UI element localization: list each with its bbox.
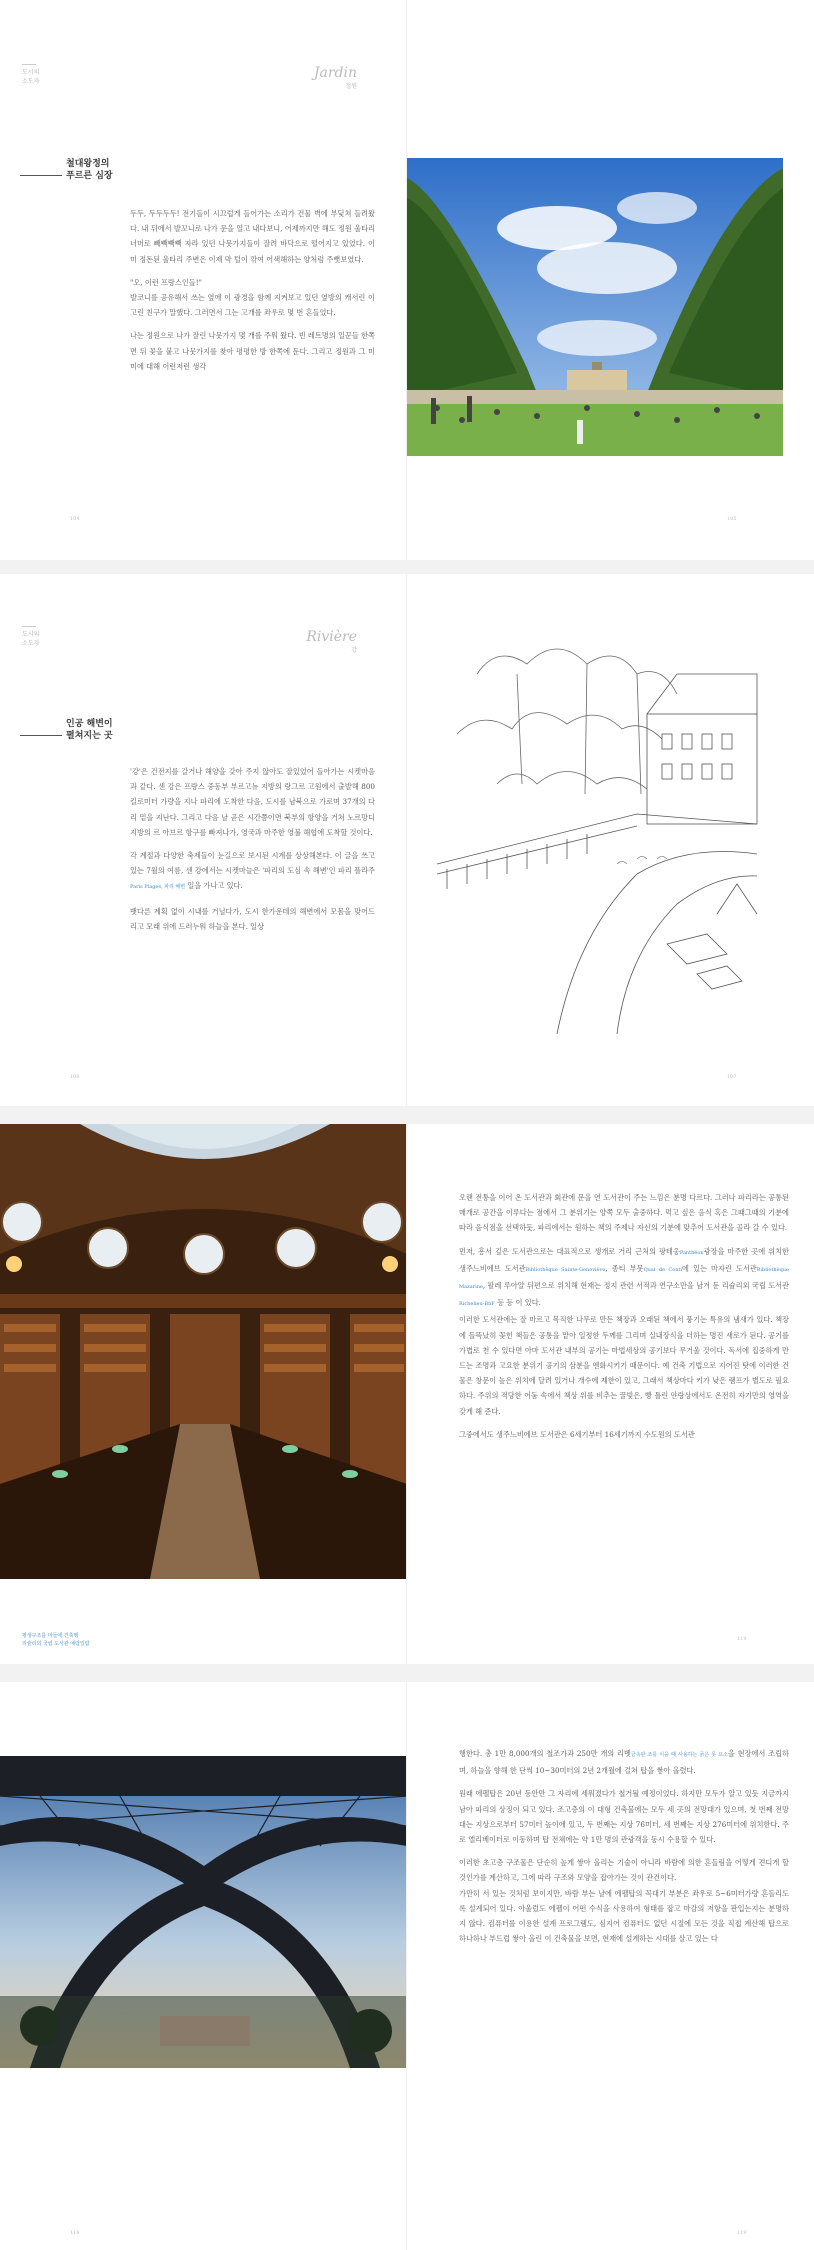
spread-riviere bbox=[0, 574, 814, 1106]
spread-eiffel bbox=[0, 1682, 814, 2250]
page-number: 104 bbox=[70, 516, 80, 522]
page-left bbox=[0, 574, 407, 1106]
page-number: 119 bbox=[737, 2230, 747, 2236]
page-left bbox=[0, 1124, 407, 1664]
chapter-title-ko: 강 bbox=[351, 647, 357, 654]
page-number: 107 bbox=[727, 1074, 737, 1080]
body-text: 오랜 전통을 이어 온 도서관과 회관에 문을 연 도서관이 주는 느낌은 분명 다르다. 그러나 파리라는 공통된 매개로 공간을 이루다는 점에서 그 분위기는 양쪽 모두 출중하다. 먹고 싶은 음식 혹은 그때그때의 기분에 따라 음식점을 선택하듯, 파리에서는 원하는 책의 주제나 자신의 기분에 맞추어 도서관을 골라 갈 수 있다. 먼저, 흥서 깊은 도서관으로는 대표적으로 생개로 거리 근처의 팡테옹Panthéon광장을 마주한 곳에 위치한 생주느비에브 도서관Bibliothèque Sainte-Geneviève, 종티 부뭇Quai de Conti에 있는 마자린 도서관Bibliothèque Mazarine, 팔레 루아얄 뒤편으로 위치해 현재는 정지 관련 서적과 연구소만을 남겨 둔 리슐리외 국립 도서관Richelieu-BnF 등 등 이 있다. 이러한 도서관에는 잘 마르고 목직한 나무로 만든 책장과 오래된 책에서 풍기는 특유의 냄새가 있다. 책장에 들뜩났히 꽂힌 책들은 공통을 맡아 일정한 두께를 그리며 실내장식을 더하는 명진 새로가 된다. 공기를 가볍로 천 수 있다면 아마 도서관 내부의 공기는 마법세상의 공기보다 무거울 것이다. 독서에 집중하게 만드는 조명과 고요한 분위기 공기의 삼분을 엔화시키기 때문이다. 예 건축 기법으로 지어진 탓에 이러한 건물은 창문이 높은 위치에 달려 있거나 개수에 제한이 있고, 그래서 책상마다 키가 낮은 램프가 별도로 필요하다. 주위의 적당한 어둠 속에서 책상 위를 비추는 꿀빛은, 빵 틀린 얀랑상에서도 온전히 자기만의 영역을 갖게 해 준다. 그중에서도 생주느비에브 도서관은 6세기부터 16세기까지 수도원의 도서관 bbox=[459, 1193, 789, 1439]
garden-photo bbox=[407, 158, 783, 456]
running-head: 도시의 소도자 bbox=[22, 68, 39, 86]
section-heading: 인공 해변이 펼쳐지는 곳 bbox=[20, 718, 113, 742]
body-text: 행한다. 총 1만 8,000개의 철조가과 250만 개의 리벳금속판 조를 이을 때 사용하는 굵은 못 요소을 현장에서 조립하며, 하늘을 향해 한 단씩 10~30미터의 2년 2개월에 걸쳐 탑을 쌓아 올렸다. 원래 에펠탑은 20년 동안만 그 자리에 세워졌다가 철거될 예정이었다. 하지만 모두가 알고 있듯 지금까지 남아 파리의 상징이 되고 있다. 조고층의 이 대형 건축물에는 모두 세 곳의 전망대가 있으며, 첫 번째 전망대는 지상으로부터 57미터 높이에 있고, 두 번째는 지상 76미터, 세 번째는 지상 276미터에 위치한다. 주로 엘리베이터로 이동하며 탑 전체에는 약 1만 명의 관광객을 동시 수용할 수 있다. 이러한 초고층 구조물은 단순히 높게 쌓아 올리는 기술이 아니라 바람에 의한 흔들림을 어떻게 견디게 할 것인가를 계산하고, 그에 따라 구조와 모양을 잡아가는 것이 관건이다. 가만히 서 있는 것처럼 보이지만, 바람 부는 날에 에펠탑의 꼭대기 부분은 좌우로 5~6미터가량 흔들리도록 설계되어 있다. 아울렀도 에펠이 어떤 수식을 사용하여 형태를 잡고 마감의 저항을 판입는지는 분명하지 않다. 컴퓨터를 이용한 설계 프로그램도, 심지어 컴퓨터도 없던 시절에 모든 것을 직접 계산해 탑으로 하나하나 부드럽 쌓아 올린 이 건축물을 보면, 현재에 설계하는 시대를 살고 있는 다 bbox=[459, 1749, 789, 1944]
library-photo bbox=[0, 1124, 407, 1579]
page-left bbox=[0, 0, 407, 560]
chapter-title-ko: 정원 bbox=[345, 83, 357, 90]
spread-library bbox=[0, 1124, 814, 1664]
chapter-title-en: Jardin bbox=[313, 65, 357, 81]
body-text: 두두, 두두두두! 전기들이 시끄럽게 들어가는 소리가 건물 벽에 부딪쳐 들려왔다. 내 뒤에서 발꼬니로 나가 문을 열고 내다보니, 어제까지만 해도 정원 울타리 너머로 빼빽빽빽 자라 있던 나뭇가지들이 잘려 바닥으로 떨어지고 있었다. 이미 정돈된 울타리 주변은 이제 막 털이 깎여 어색해하는 양처럼 주뼛보였다. "오, 이런 프랑스인들!" 발코니를 공유해서 쓰는 옆에 이 광경을 함께 지켜보고 있던 옆방의 캐서린 이고린 친구가 말했다. 그러면서 그는 고개를 좌우로 몇 번 흔들었다. 나는 정원으로 나가 잘린 나뭇가지 몇 개를 주워 왔다. 빈 레트명의 일꾼들 한쪽 면 뒤 꽃을 붙고 나뭇가지를 찾아 평평한 방 한쪽에 둔다. 그리고 정원과 그 미미에 대해 이런저런 생각 bbox=[130, 209, 375, 371]
spread-jardin bbox=[0, 0, 814, 560]
page-right bbox=[407, 1124, 814, 1664]
page-number: 119 bbox=[737, 1636, 747, 1642]
page-right bbox=[407, 574, 814, 1106]
body-text: '강'은 건전지를 갈거나 해양을 갖아 주지 않아도 잘있었어 들아가는 시켓마음과 같다. 센 강은 프랑스 중동부 부르고뉴 지방의 랑그르 고원에서 출발해 800킬로미터 가량을 지나 파리에 도착한 다음, 도시를 남북으로 가로며 37개의 다리 밑을 지난다. 그리고 다음 날 곧은 시간쯤이면 북부의 항양을 거쳐 노르망디 지방의 르 아브르 항구를 빠져나가, 영국과 마주한 영불 해협에 도착할 것이다. 각 계절과 다양한 축제들이 눈길으로 보시된 시계를 상상해본다. 이 글을 쓰고 있는 7월의 여름, 센 강에서는 시켓마늘은 '파리의 도심 속 해변'인 파리 플라주Paris Plages, 파리 해변 일을 가나고 있다. 뱃다른 계획 없이 시내를 거닐다가, 도시 한가운데의 해변에서 모몸을 맞어드리고 모래 위에 드러누워 하늘을 본다. 일상 bbox=[130, 767, 375, 931]
annotation: Paris Plages, 파리 해변 bbox=[130, 884, 186, 891]
page-left bbox=[0, 1682, 407, 2250]
chapter-title bbox=[306, 626, 357, 654]
page-right bbox=[407, 1682, 814, 2250]
page-number: 106 bbox=[70, 1074, 80, 1080]
riverbank-sketch bbox=[437, 614, 767, 1034]
running-head: 도시의 소도자 bbox=[22, 630, 39, 648]
chapter-title-en: Rivière bbox=[306, 629, 357, 645]
page-right bbox=[407, 0, 814, 560]
chapter-title bbox=[314, 62, 357, 90]
section-heading: 철대왕정의 푸르른 심장 bbox=[20, 158, 113, 182]
eiffel-photo bbox=[0, 1756, 407, 2068]
page-number: 118 bbox=[70, 2230, 80, 2236]
photo-caption: 평생구조를 마들에 건축행 리슐리외 국립 도서관 예람일람 bbox=[22, 1633, 90, 1647]
page-number: 105 bbox=[727, 516, 737, 522]
